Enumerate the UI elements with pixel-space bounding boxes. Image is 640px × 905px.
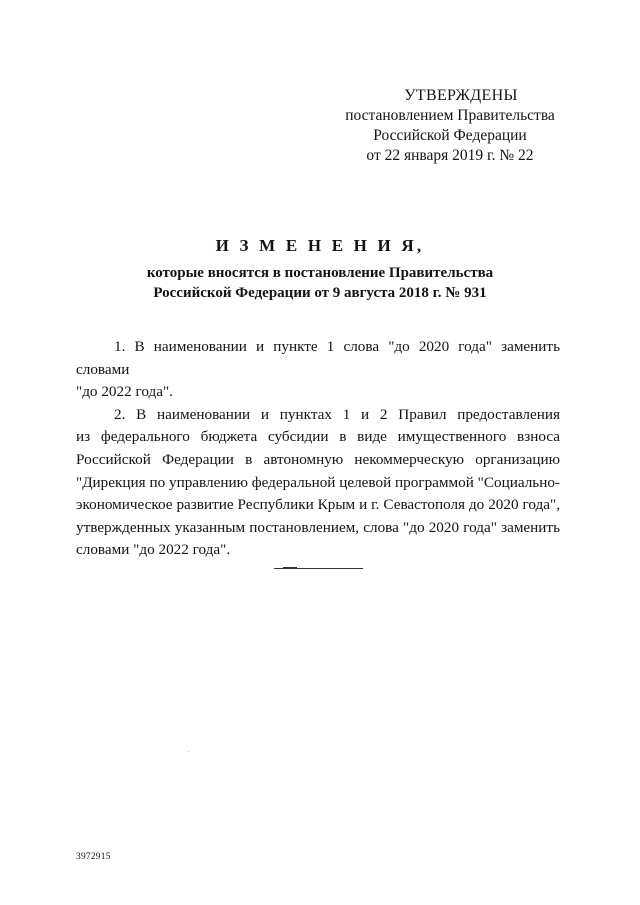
paragraph-2-line-3: Российской Федерации в автономную некоммерческую организацию <box>76 450 560 468</box>
approval-line-date: от 22 января 2019 г. № 22 <box>366 147 534 164</box>
subtitle-line-1: которые вносятся в постановление Правительства <box>146 265 494 281</box>
paragraph-1 <box>76 336 560 404</box>
paragraph-2-line-5: экономическое развитие Республики Крым и г. Севастополя до 2020 года", <box>76 496 560 514</box>
paragraph-2-line-2: из федерального бюджета субсидии в виде имущественного взноса <box>76 428 560 446</box>
scan-speck <box>188 751 189 752</box>
document-number: 3972915 <box>76 852 111 862</box>
paragraph-1-line-1: 1. В наименовании и пункте 1 слова "до 2020 года" заменить словами <box>76 338 560 378</box>
document-subtitle <box>0 263 640 303</box>
end-divider <box>274 568 363 569</box>
approval-line-government: Российской Федерации <box>373 127 527 144</box>
document-body <box>76 336 560 562</box>
paragraph-2-line-1: 2. В наименовании и пунктах 1 и 2 Правил предоставления <box>114 405 560 423</box>
paragraph-2-line-7: словами "до 2022 года". <box>76 541 231 559</box>
approval-heading: УТВЕРЖДЕНЫ <box>404 87 518 104</box>
approval-line-decree: постановлением Правительства <box>345 107 555 124</box>
paragraph-1-line-2: "до 2022 года". <box>76 383 173 401</box>
document-title: И З М Е Н Е Н И Я, <box>215 236 425 255</box>
paragraph-2 <box>76 404 560 562</box>
subtitle-line-2: Российской Федерации от 9 августа 2018 г. № 931 <box>153 285 487 301</box>
approval-block <box>330 86 570 166</box>
paragraph-2-line-4: "Дирекция по управлению федеральной целевой программой "Социально- <box>76 473 560 491</box>
paragraph-2-line-6: утвержденных указанным постановлением, слова "до 2020 года" заменить <box>76 518 560 536</box>
divider-mark <box>283 567 297 568</box>
